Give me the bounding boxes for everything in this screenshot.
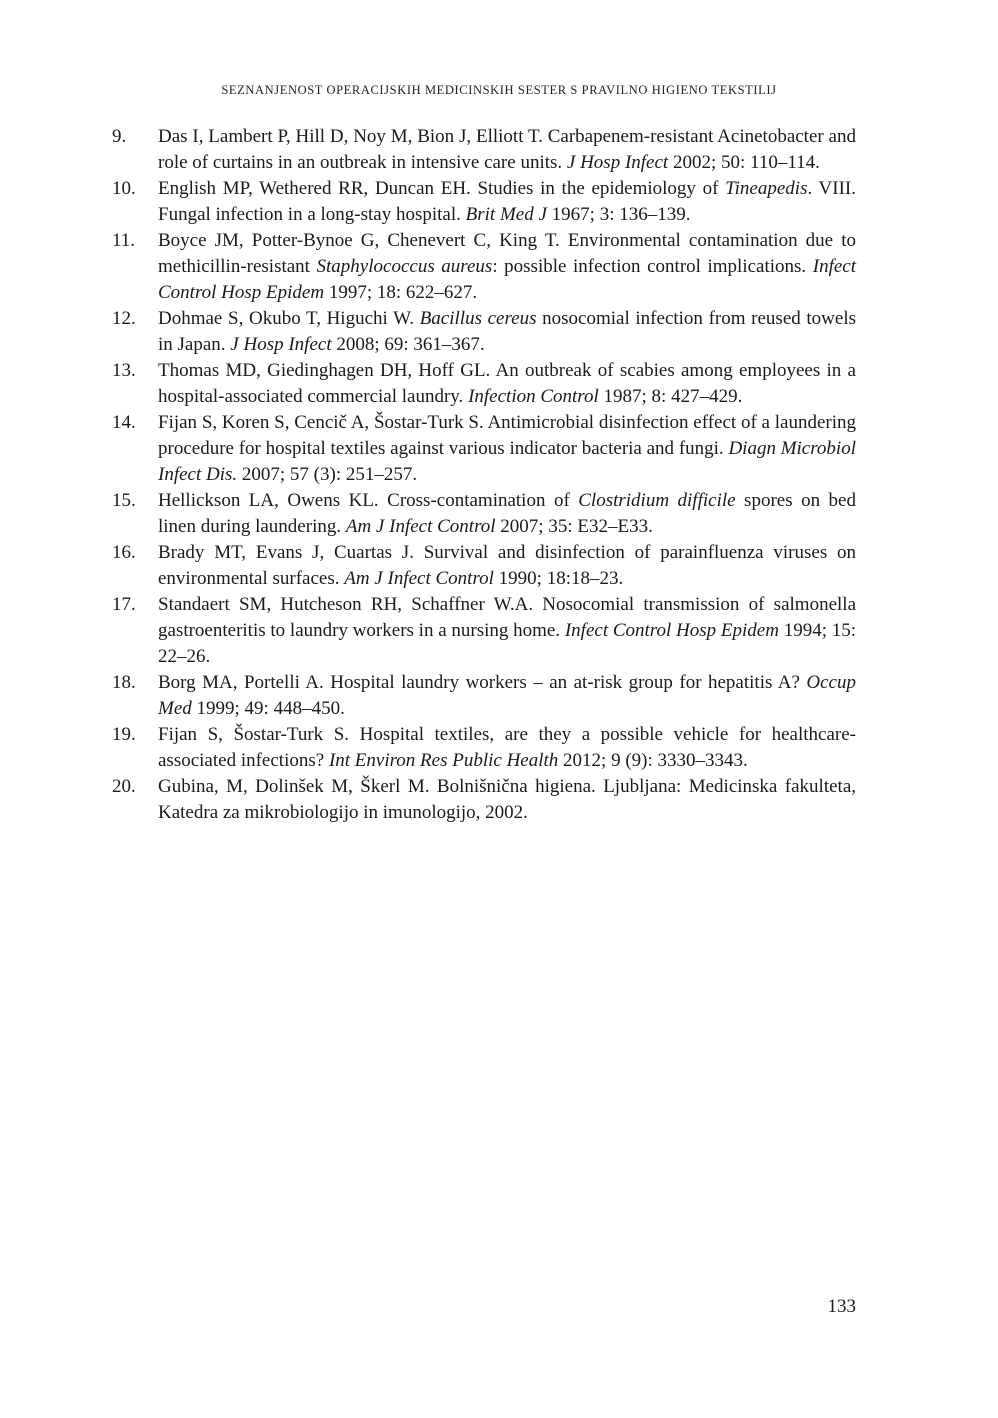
reference-segment: 2007; 35: E32–E33.: [495, 516, 653, 537]
reference-segment: Brady MT, Evans J, Cuartas J. Survival and disinfection of parainfluenza viruses on environmental surfaces.: [158, 542, 856, 589]
reference-segment: Hellickson LA, Owens KL. Cross-contamination of: [158, 490, 579, 511]
reference-item: [112, 176, 856, 228]
reference-segment: Boyce JM, Potter-Bynoe G, Chenevert C, King T. Environmental contamination due to methicillin-resistant: [158, 230, 856, 277]
reference-number: 15.: [112, 490, 136, 511]
reference-number: 11.: [112, 230, 136, 251]
reference-number: 10.: [112, 178, 136, 199]
reference-number: 20.: [112, 776, 136, 797]
reference-number: 9.: [112, 126, 127, 147]
reference-text: [158, 542, 856, 589]
reference-italic-segment: Diagn Microbiol Infect Dis.: [158, 438, 856, 485]
reference-segment: 1967; 3: 136–139.: [546, 204, 691, 225]
reference-segment: Fijan S, Šostar-Turk S. Hospital textiles, are they a possible vehicle for healthcare-associated infections?: [158, 724, 856, 771]
reference-item: [112, 540, 856, 592]
reference-item: [112, 410, 856, 488]
reference-segment: 1999; 49: 448–450.: [191, 698, 345, 719]
running-head: SEZNANJENOST OPERACIJSKIH MEDICINSKIH SESTER S PRAVILNO HIGIENO TEKSTILIJ: [221, 83, 777, 97]
reference-segment: Standaert SM, Hutcheson RH, Schaffner W.A. Nosocomial transmission of salmonella gastroenteritis to laundry workers in a nursing home.: [158, 594, 856, 641]
reference-italic-segment: Am J Infect Control: [344, 568, 494, 589]
reference-segment: Thomas MD, Giedinghagen DH, Hoff GL. An outbreak of scabies among employees in a hospital-associated commercial laundry.: [158, 360, 856, 407]
reference-text: [158, 672, 856, 719]
reference-segment: 2008; 69: 361–367.: [331, 334, 485, 355]
reference-item: [112, 306, 856, 358]
reference-item: [112, 124, 856, 176]
reference-list: [112, 124, 856, 826]
reference-text: [158, 490, 856, 537]
reference-number: 19.: [112, 724, 136, 745]
reference-italic-segment: Infect Control Hosp Epidem: [158, 256, 857, 303]
reference-text: [158, 724, 856, 771]
reference-segment: spores on bed linen during laundering.: [158, 490, 856, 537]
reference-number: 14.: [112, 412, 136, 433]
reference-segment: . VIII. Fungal infection in a long-stay hospital.: [158, 178, 857, 225]
reference-segment: 2012; 9 (9): 3330–3343.: [558, 750, 748, 771]
reference-segment: Fijan S, Koren S, Cencič A, Šostar-Turk S. Antimicrobial disinfection effect of a laundering procedure for hospital textiles against various indicator bacteria and fungi.: [158, 412, 856, 459]
reference-segment: English MP, Wethered RR, Duncan EH. Studies in the epidemiology of: [158, 178, 726, 199]
reference-italic-segment: J Hosp Infect: [566, 152, 669, 173]
reference-segment: 1987; 8: 427–429.: [598, 386, 743, 407]
reference-italic-segment: Occup Med: [158, 672, 856, 719]
reference-segment: Dohmae S, Okubo T, Higuchi W.: [158, 308, 420, 329]
reference-segment: 2002; 50: 110–114.: [668, 152, 820, 173]
reference-item: [112, 774, 856, 826]
reference-segment: Das I, Lambert P, Hill D, Noy M, Bion J, Elliott T. Carbapenem-resistant Acinetobacter and role of curtains in an outbreak in intensive care units.: [158, 126, 856, 173]
reference-segment: 1997; 18: 622–627.: [324, 282, 478, 303]
reference-segment: 2007; 57 (3): 251–257.: [237, 464, 418, 485]
reference-italic-segment: Infection Control: [468, 386, 599, 407]
reference-italic-segment: Clostridium difficile: [578, 490, 736, 511]
reference-italic-segment: J Hosp Infect: [230, 334, 332, 355]
reference-text: [158, 308, 856, 355]
reference-text: [158, 178, 856, 225]
reference-item: [112, 228, 856, 306]
reference-segment: 1994; 15: 22–26.: [158, 620, 856, 667]
reference-text: [158, 360, 856, 407]
reference-number: 16.: [112, 542, 136, 563]
reference-italic-segment: Tineapedis: [725, 178, 808, 199]
reference-item: [112, 670, 856, 722]
page-number: 133: [827, 1296, 856, 1317]
reference-number: 17.: [112, 594, 136, 615]
reference-item: [112, 358, 856, 410]
reference-italic-segment: Bacillus cereus: [419, 308, 537, 329]
reference-italic-segment: Infect Control Hosp Epidem: [564, 620, 779, 641]
reference-segment: 1990; 18:18–23.: [493, 568, 624, 589]
reference-number: 12.: [112, 308, 136, 329]
reference-text: [158, 776, 856, 823]
reference-text: [158, 230, 856, 303]
reference-item: [112, 488, 856, 540]
reference-italic-segment: Am J Infect Control: [345, 516, 496, 537]
reference-text: [158, 412, 856, 485]
reference-item: [112, 722, 856, 774]
reference-item: [112, 592, 856, 670]
reference-italic-segment: Brit Med J: [465, 204, 547, 225]
reference-number: 13.: [112, 360, 136, 381]
reference-segment: Borg MA, Portelli A. Hospital laundry workers – an at-risk group for hepatitis A?: [158, 672, 807, 693]
reference-text: [158, 594, 856, 667]
reference-text: [158, 126, 856, 173]
reference-italic-segment: Int Environ Res Public Health: [328, 750, 559, 771]
reference-segment: Gubina, M, Dolinšek M, Škerl M. Bolnišnična higiena. Ljubljana: Medicinska fakulteta, Katedra za mikrobiologijo in imunologijo, 2002.: [158, 776, 856, 823]
reference-segment: : possible infection control implications.: [492, 256, 813, 277]
reference-segment: nosocomial infection from reused towels in Japan.: [158, 308, 856, 355]
reference-number: 18.: [112, 672, 136, 693]
reference-italic-segment: Staphylococcus aureus: [316, 256, 493, 277]
